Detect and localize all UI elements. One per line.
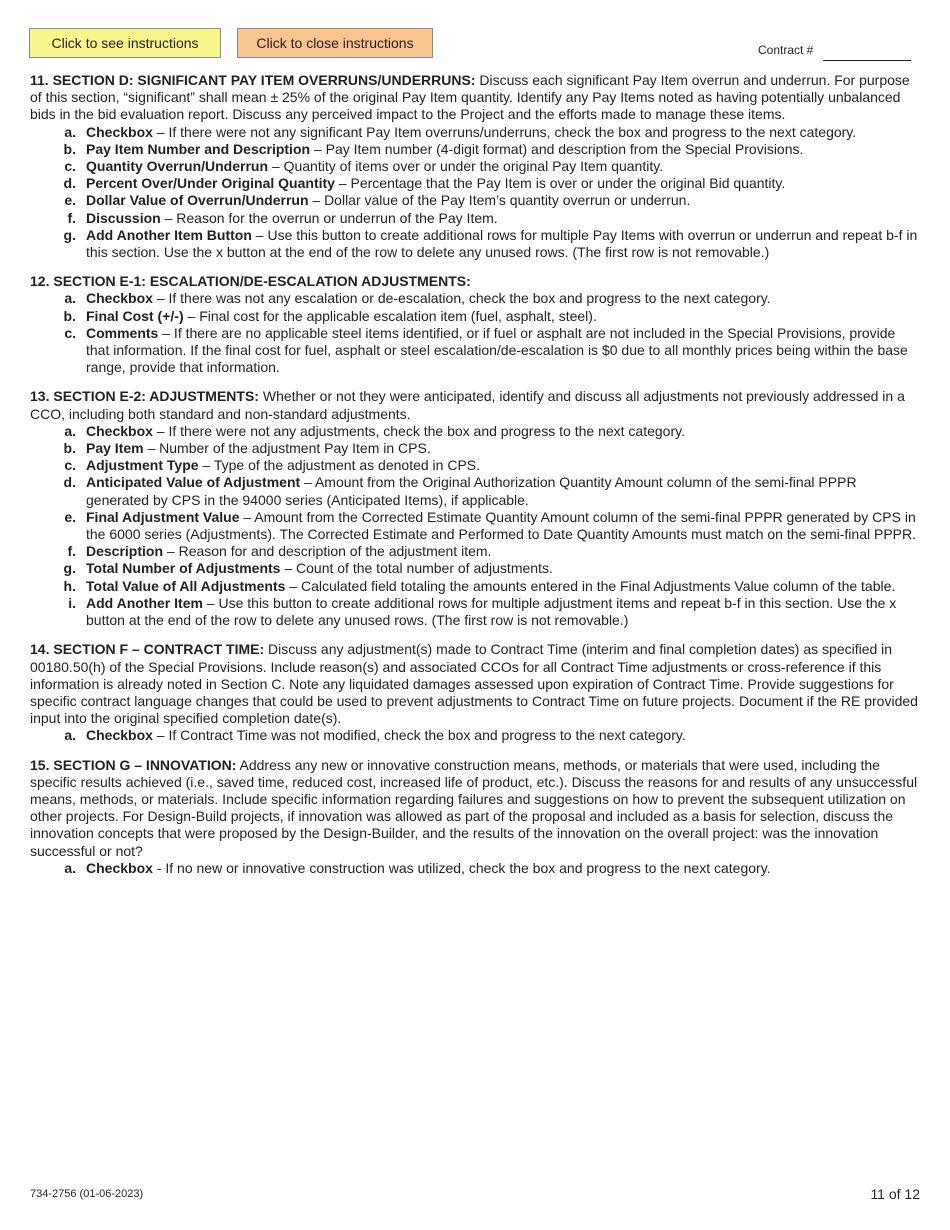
item-description: – Amount from the Corrected Estimate Quantity Amount column of the semi-final PPPR generated by CPS in the 6000 series (Adjustments). The Corrected Estimate and Performed to Date Quantity Amounts must match on the semi-final PPPR. [86, 508, 917, 543]
list-item [30, 192, 922, 209]
section-number: 13. [30, 388, 50, 405]
section-paragraph [30, 757, 922, 860]
section-title: SECTION E-1: ESCALATION/DE-ESCALATION ADJUSTMENTS: [53, 273, 471, 290]
item-term: Final Adjustment Value [86, 508, 240, 525]
contract-number-label: Contract # [758, 43, 814, 57]
item-description: – Quantity of items over or under the original Pay Item quantity. [268, 158, 664, 175]
item-term: Adjustment Type [86, 457, 199, 474]
item-description: – Percentage that the Pay Item is over or under the original Bid quantity. [334, 175, 786, 192]
list-item [30, 175, 922, 192]
item-description: – Final cost for the applicable escalation item (fuel, asphalt, steel). [183, 307, 597, 324]
list-item [30, 578, 922, 595]
item-description: – If there are no applicable steel items identified, or if fuel or asphalt are not included in the Special Provisions, provide that information. If the final cost for fuel, asphalt or steel escalation/de-escalation is $0 due to all monthly prices being within the base range, provide that information. [86, 324, 908, 376]
item-term: Add Another Item Button [86, 226, 252, 243]
item-description: – Use this button to create additional rows for multiple Pay Items with overrun or underrun and repeat b-f in this section. Use the x button at the end of the row to delete any unused rows. (The first row is not removable.) [86, 226, 918, 261]
list-item [30, 727, 922, 744]
item-marker: c. [64, 457, 76, 474]
item-term: Pay Item [86, 440, 144, 457]
item-description: – Pay Item number (4-digit format) and description from the Special Provisions. [310, 140, 804, 157]
item-description: – Reason for the overrun or underrun of the Pay Item. [160, 209, 498, 226]
list-item [30, 227, 922, 261]
list-item [30, 423, 922, 440]
section-number: 14. [30, 641, 50, 658]
item-description: – If Contract Time was not modified, check the box and progress to the next category. [152, 727, 686, 744]
list-item [30, 440, 922, 457]
list-item [30, 124, 922, 141]
item-description: – Amount from the Original Authorization Quantity Amount column of the semi-final PPPR generated by CPS in the 94000 series (Anticipated Items), if applicable. [86, 474, 857, 508]
item-term: Total Number of Adjustments [86, 560, 281, 577]
item-marker: a. [64, 123, 76, 140]
item-marker: g. [63, 560, 76, 577]
item-term: Pay Item Number and Description [86, 140, 311, 157]
item-marker: b. [63, 440, 76, 457]
item-marker: e. [64, 508, 76, 525]
item-marker: c. [64, 158, 76, 175]
close-instructions-button[interactable]: Click to close instructions [237, 28, 433, 58]
instruction-section-14 [30, 641, 922, 744]
instructions-body [30, 72, 922, 889]
list-item [30, 325, 922, 377]
item-term: Quantity Overrun/Underrun [86, 158, 269, 175]
item-term: Dollar Value of Overrun/Underrun [86, 192, 309, 209]
form-id: 734-2756 (01-06-2023) [30, 1188, 144, 1200]
section-item-list [30, 124, 922, 262]
item-marker: a. [64, 422, 76, 439]
list-item [30, 158, 922, 175]
item-term: Checkbox [86, 422, 153, 439]
section-title: SECTION F – CONTRACT TIME: [53, 641, 265, 658]
section-title: SECTION D: SIGNIFICANT PAY ITEM OVERRUNS/UNDERRUNS: [52, 72, 476, 88]
item-description: – Reason for and description of the adjustment item. [163, 543, 492, 560]
item-marker: i. [68, 594, 76, 611]
item-description: – If there were not any significant Pay Item overruns/underruns, check the box and progress to the next category. [152, 123, 857, 140]
item-marker: b. [63, 307, 76, 324]
section-text: Whether or not they were anticipated, identify and discuss all adjustments not previously addressed in a CCO, including both standard and non-standard adjustments. [30, 388, 905, 422]
item-description: – Count of the total number of adjustments. [280, 560, 553, 577]
item-term: Description [86, 543, 164, 560]
item-term: Comments [86, 324, 159, 341]
instruction-section-15 [30, 757, 922, 877]
contract-number-field[interactable] [823, 60, 911, 61]
item-marker: g. [63, 226, 76, 243]
instruction-section-12 [30, 273, 922, 376]
item-description: – Dollar value of the Pay Item’s quantity overrun or underrun. [308, 192, 691, 209]
section-paragraph [30, 641, 922, 727]
section-number: 11. [30, 72, 49, 88]
item-marker: f. [67, 543, 76, 560]
instruction-section-11 [30, 72, 922, 261]
section-number: 15. [30, 756, 50, 773]
see-instructions-button[interactable]: Click to see instructions [29, 28, 221, 58]
section-item-list [30, 727, 922, 744]
section-text: Discuss any adjustment(s) made to Contract Time (interim and final completion dates) as specified in 00180.50(h) of the Special Provisions. Include reason(s) and associated CCOs for all Contract Time adjustments or cross-reference if this information is already noted in Section C. Note any liquidated damages assessed upon expiration of Contract Time. Provide suggestions for specific contract language changes that could be used to prevent adjustments to Contract Time on future projects. Document if the RE provided input into the original specified completion date(s). [30, 641, 918, 727]
section-heading [30, 273, 471, 289]
item-marker: d. [63, 474, 76, 491]
section-text: Address any new or innovative construction means, methods, or materials that were used, including the specific results achieved (i.e., saved time, reduced cost, increased life of product, etc.). Discuss the reasons for and results of any unsuccessful means, methods, or materials. Include specific information regarding failures and suggestions on how to prevent the subsequent utilization on other projects. For Design-Build projects, if innovation was allowed as part of the proposal and included as a basis for selection, discuss the innovation concepts that were proposed by the Design-Builder, and the results of the innovation on the overall project: was the innovation successful or not? [30, 756, 918, 859]
item-term: Add Another Item [86, 594, 203, 611]
list-item [30, 308, 922, 325]
section-item-list [30, 860, 922, 877]
section-paragraph [30, 273, 922, 290]
item-term: Checkbox [86, 290, 153, 307]
list-item [30, 474, 922, 508]
list-item [30, 210, 922, 227]
item-marker: a. [64, 859, 76, 876]
item-term: Percent Over/Under Original Quantity [86, 175, 335, 192]
item-description: – Type of the adjustment as denoted in CPS. [198, 457, 481, 474]
section-heading [30, 388, 259, 404]
item-description: – If there was not any escalation or de-escalation, check the box and progress to the next category. [152, 290, 771, 307]
section-heading [30, 641, 264, 657]
item-term: Checkbox [86, 727, 153, 744]
item-term: Anticipated Value of Adjustment [86, 474, 301, 491]
section-paragraph [30, 388, 922, 422]
section-item-list [30, 290, 922, 376]
instruction-section-13 [30, 388, 922, 629]
list-item [30, 457, 922, 474]
list-item [30, 543, 922, 560]
item-marker: e. [64, 192, 76, 209]
section-number: 12. [30, 273, 50, 290]
list-item [30, 860, 922, 877]
item-description: – Calculated field totaling the amounts entered in the Final Adjustments Value column of the table. [285, 577, 896, 594]
section-heading [30, 72, 475, 88]
item-term: Checkbox [86, 859, 153, 876]
section-text: Discuss each significant Pay Item overrun and underrun. For purpose of this section, “significant” shall mean ± 25% of the original Pay Item quantity. Identify any Pay Items noted as having potentially unbalanced bids in the bid evaluation report. Discuss any perceived impact to the Project and the efforts made to manage these items. [30, 72, 910, 123]
item-description: – Use this button to create additional rows for multiple adjustment items and repeat b-f in this section. Use the x button at the end of the row to delete any unused rows. (The first row is not removable.) [86, 594, 897, 629]
section-heading [30, 757, 236, 773]
item-marker: a. [64, 290, 76, 307]
list-item [30, 595, 922, 629]
item-marker: c. [64, 324, 76, 341]
item-description: – If there were not any adjustments, check the box and progress to the next category. [152, 422, 685, 439]
section-paragraph [30, 72, 922, 124]
list-item [30, 290, 922, 307]
item-marker: b. [63, 140, 76, 157]
item-marker: h. [63, 577, 76, 594]
section-title: SECTION E-2: ADJUSTMENTS: [53, 388, 259, 405]
list-item [30, 141, 922, 158]
list-item [30, 560, 922, 577]
item-term: Final Cost (+/-) [86, 307, 184, 324]
item-term: Discussion [86, 209, 161, 226]
item-description: – Number of the adjustment Pay Item in CPS. [143, 440, 431, 457]
item-marker: d. [63, 175, 76, 192]
page-number: 11 of 12 [870, 1186, 920, 1202]
section-title: SECTION G – INNOVATION: [53, 756, 237, 773]
item-marker: a. [64, 727, 76, 744]
section-item-list [30, 423, 922, 629]
list-item [30, 509, 922, 543]
item-term: Checkbox [86, 123, 153, 140]
item-description: - If no new or innovative construction was utilized, check the box and progress to the next category. [152, 859, 771, 876]
item-marker: f. [67, 209, 76, 226]
item-term: Total Value of All Adjustments [86, 577, 286, 594]
